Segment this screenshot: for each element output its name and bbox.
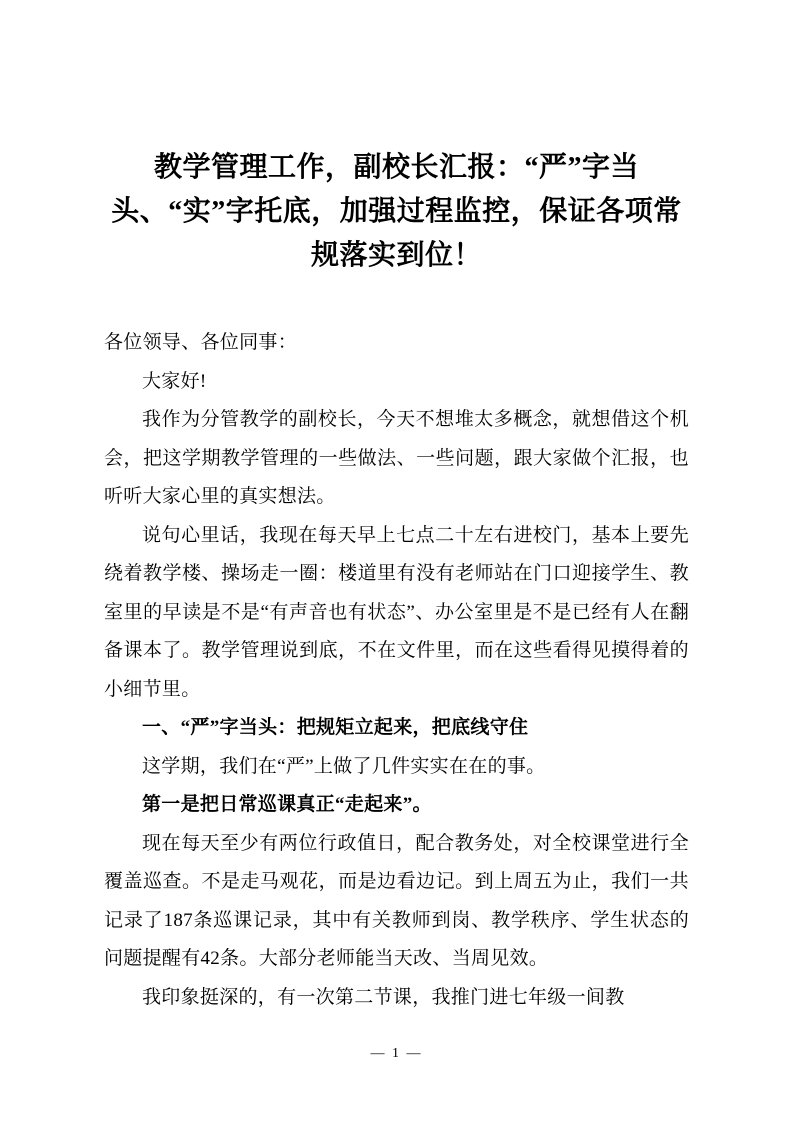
paragraph-anecdote-opening: 我印象挺深的，有一次第二节课，我推门进七年级一间教	[142, 986, 625, 1008]
point-1-detail: 现在每天至少有两位行政值日，配合教务处，对全校课堂进行全覆盖巡查。不是走马观花，而是边看边记。到上周五为止，我们一共记录了187条巡课记录，其中有关教师到岗、教学秩序、学生状态的问题提醒有42条。大部分老师能当天改、当周见效。	[104, 832, 689, 969]
page-number: — 1 —	[370, 1046, 423, 1061]
paragraph-intro: 我作为分管教学的副校长，今天不想堆太多概念，就想借这个机会，把这学期教学管理的一些做法、一些问题，跟大家做个汇报，也听听大家心里的真实想法。	[104, 409, 689, 507]
section-1-heading: 一、“严”字当头：把规矩立起来，把底线守住	[142, 717, 529, 738]
document-title: 教学管理工作，副校长汇报：“严”字当头、“实”字托底，加强过程监控，保证各项常规落实到位！	[111, 152, 682, 271]
paragraph-salutation: 各位领导、各位同事：	[104, 332, 298, 353]
paragraph-greeting: 大家好!	[142, 370, 207, 392]
point-1-heading: 第一是把日常巡课真正“走起来”。	[142, 794, 432, 815]
paragraph-daily-routine: 说句心里话，我现在每天早上七点二十左右进校门，基本上要先绕着教学楼、操场走一圈：楼道里有没有老师站在门口迎接学生、教室里的早读是不是“有声音也有状态”、办公室里是不是已经有人在翻备课本了。教学管理说到底，不在文件里，而在这些看得见摸得着的小细节里。	[104, 524, 689, 700]
document-body	[104, 324, 689, 1017]
section-1-intro: 这学期，我们在“严”上做了几件实实在在的事。	[142, 755, 546, 777]
